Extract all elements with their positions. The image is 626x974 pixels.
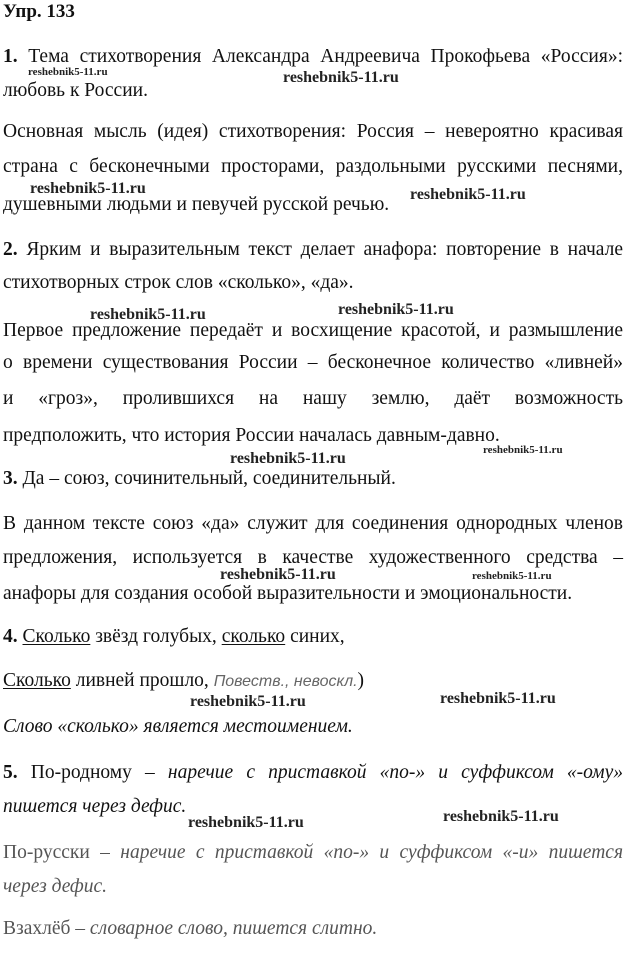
p2-line1: 2. Ярким и выразительным текст делает анафора: повторение в начале [3, 239, 624, 260]
watermark: reshebnik5-11.ru [28, 66, 108, 78]
p5-line5: Взахлёб – словарное слово, пишется слитно. [3, 918, 378, 939]
sentence-type-note: Повеств., невоскл. [213, 673, 358, 690]
p4-line2: Сколько ливней прошло, Повеств., невоскл.) [3, 670, 365, 691]
watermark: reshebnik5-11.ru [483, 444, 563, 456]
p1-line4: страна с бесконечными просторами, раздольными русскими песнями, [3, 156, 623, 177]
p5-line2: пишется через дефис. [3, 796, 187, 817]
p2-line3: Первое предложение передаёт и восхищение красотой, и размышление [3, 320, 623, 341]
exercise-title: Упр. 133 [3, 1, 75, 22]
p2-line6: предположить, что история России началась давным-давно. [3, 425, 500, 446]
watermark: reshebnik5-11.ru [90, 306, 206, 323]
p4-line3: Слово «сколько» является местоимением. [3, 716, 353, 737]
p2-line4: о времени существования России – бесконечное количество «ливней» [3, 352, 623, 373]
p1-line2: любовь к России. [3, 80, 148, 101]
watermark: reshebnik5-11.ru [338, 301, 454, 318]
p1-line1: 1. Тема стихотворения Александра Андреевича Прокофьева «Россия»: [3, 46, 624, 67]
watermark: reshebnik5-11.ru [190, 693, 306, 710]
p3-line2: В данном тексте союз «да» служит для соединения однородных членов [3, 513, 623, 534]
p3-line3: предложения, используется в качестве художественного средства – [3, 547, 623, 568]
p2-line5: и «гроз», пролившихся на нашу землю, даёт возможность [3, 388, 623, 409]
watermark: reshebnik5-11.ru [188, 814, 304, 831]
watermark: reshebnik5-11.ru [230, 450, 346, 467]
p2-line2: стихотворных строк слов «сколько», «да». [3, 272, 354, 293]
p1-line3: Основная мысль (идея) стихотворения: Россия – невероятно красивая [3, 121, 623, 142]
watermark: reshebnik5-11.ru [472, 570, 552, 582]
p3-line1: 3. Да – союз, сочинительный, соединительный. [3, 468, 396, 489]
watermark: reshebnik5-11.ru [440, 690, 556, 707]
p5-line3: По-русски – наречие с приставкой «по-» и суффиксом «-и» пишется [3, 842, 624, 863]
watermark: reshebnik5-11.ru [410, 186, 526, 203]
p4-line1: 4. Сколько звёзд голубых, сколько синих, [3, 626, 345, 647]
watermark: reshebnik5-11.ru [283, 69, 399, 86]
watermark: reshebnik5-11.ru [220, 566, 336, 583]
p5-line4: через дефис. [3, 876, 107, 897]
watermark: reshebnik5-11.ru [30, 180, 146, 197]
p3-line4: анафоры для создания особой выразительности и эмоциональности. [3, 583, 573, 604]
p5-line1: 5. По-родному – наречие с приставкой «по-» и суффиксом «-ому» [3, 762, 624, 783]
p1-line5: душевными людьми и певучей русской речью. [3, 194, 390, 215]
watermark: reshebnik5-11.ru [443, 808, 559, 825]
